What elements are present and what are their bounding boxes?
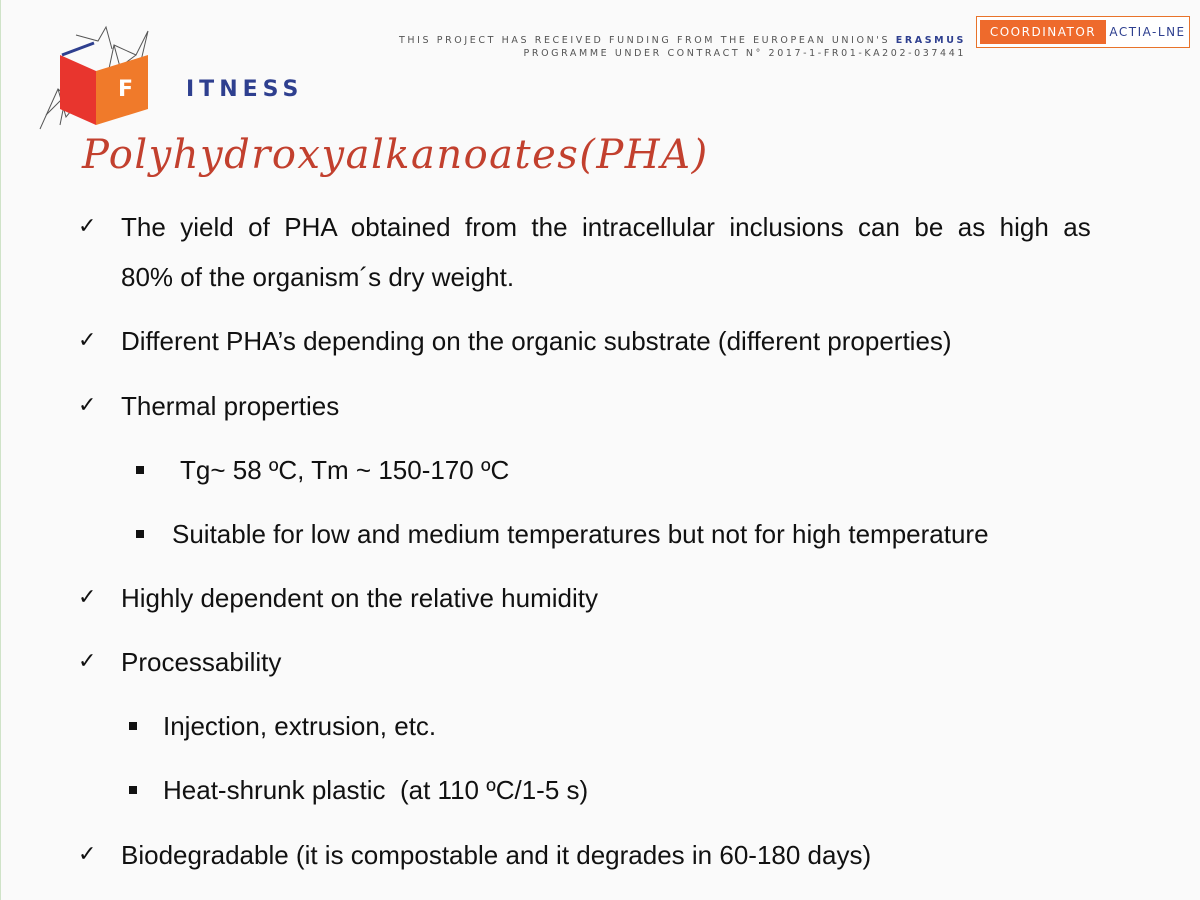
bullet-3-sub-1: Tg~ 58 ºC, Tm ~ 150-170 ºC bbox=[180, 455, 510, 485]
list-item bbox=[0, 202, 1200, 252]
checkmark-icon: ✓ bbox=[78, 585, 97, 610]
logo-wordmark: ITNESS bbox=[186, 77, 304, 102]
checkmark-icon: ✓ bbox=[78, 649, 97, 674]
bullet-6-text: Biodegradable (it is compostable and it degrades in 60-180 days) bbox=[121, 840, 872, 870]
erasmus-label: ERASMUS bbox=[895, 35, 966, 46]
bullet-5-text: Processability bbox=[121, 647, 282, 677]
funding-notice bbox=[399, 34, 966, 60]
bullet-3-sub-2: Suitable for low and medium temperatures but not for high temperature bbox=[172, 519, 989, 549]
bullet-5-sub-2: Heat-shrunk plastic (at 110 ºC/1-5 s) bbox=[163, 775, 589, 805]
square-bullet-icon bbox=[129, 722, 137, 730]
bullet-3-text: Thermal properties bbox=[121, 391, 340, 421]
checkmark-icon: ✓ bbox=[78, 393, 97, 418]
bullet-1-line-1: The yield of PHA obtained from the intracellular inclusions can be as high as bbox=[121, 212, 1091, 242]
square-bullet-icon bbox=[136, 530, 144, 538]
funding-line-1 bbox=[399, 34, 966, 47]
checkmark-icon: ✓ bbox=[78, 328, 97, 353]
fitness-logo bbox=[36, 25, 304, 135]
funding-line-1-text: THIS PROJECT HAS RECEIVED FUNDING FROM THE EUROPEAN UNION'S bbox=[398, 35, 891, 46]
logo-letter: F bbox=[118, 77, 134, 102]
checkmark-icon: ✓ bbox=[78, 842, 97, 867]
square-bullet-icon bbox=[136, 466, 144, 474]
bullet-1-line-2: 80% of the organism´s dry weight. bbox=[121, 262, 515, 292]
bullet-4-text: Highly dependent on the relative humidity bbox=[121, 583, 598, 613]
slide-left-border bbox=[0, 0, 1, 900]
coordinator-badge bbox=[976, 16, 1190, 48]
slide-title: Polyhydroxyalkanoates(PHA) bbox=[82, 132, 709, 178]
bullet-5-sub-1: Injection, extrusion, etc. bbox=[163, 711, 437, 741]
coordinator-label: COORDINATOR bbox=[980, 20, 1106, 44]
checkmark-icon: ✓ bbox=[78, 214, 97, 239]
square-bullet-icon bbox=[129, 786, 137, 794]
coordinator-name: ACTIA-LNE bbox=[1109, 25, 1186, 39]
funding-line-2: PROGRAMME UNDER CONTRACT N° 2017-1-FR01-KA202-037441 bbox=[523, 48, 966, 59]
bullet-2-text: Different PHA’s depending on the organic substrate (different properties) bbox=[121, 326, 952, 356]
